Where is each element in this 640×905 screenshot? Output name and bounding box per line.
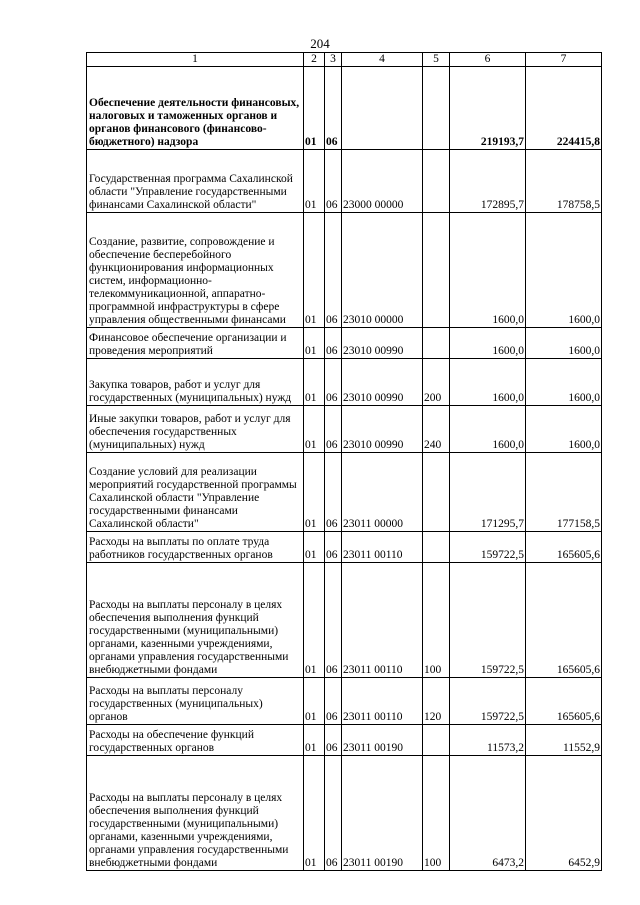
amount-year-1: 1600,0 [450, 359, 526, 406]
table-row [87, 453, 602, 532]
row-name: Закупка товаров, работ и услуг для государственных (муниципальных) нужд [87, 359, 304, 406]
header-cell: 4 [342, 53, 423, 67]
section-code: 01 [304, 359, 325, 406]
header-cell: 1 [87, 53, 304, 67]
expense-type-code [423, 453, 450, 532]
section-code: 01 [304, 67, 325, 150]
row-name: Расходы на обеспечение функций государственных органов [87, 725, 304, 756]
amount-year-1: 1600,0 [450, 328, 526, 359]
expense-type-code: 100 [423, 756, 450, 871]
amount-year-1: 1600,0 [450, 213, 526, 328]
amount-year-1: 11573,2 [450, 725, 526, 756]
amount-year-2: 1600,0 [526, 328, 602, 359]
amount-year-2: 165605,6 [526, 678, 602, 725]
table-row [87, 150, 602, 213]
amount-year-1: 172895,7 [450, 150, 526, 213]
table-row [87, 532, 602, 563]
table-row [87, 725, 602, 756]
section-code: 01 [304, 453, 325, 532]
row-name: Расходы на выплаты персоналу в целях обеспечения выполнения функций государственными (муниципальными) органами, казенными учреждениями, органами управления государственными внебюджетными фондами [87, 756, 304, 871]
table-body [87, 67, 602, 871]
expense-type-code: 120 [423, 678, 450, 725]
amount-year-2: 11552,9 [526, 725, 602, 756]
subsection-code: 06 [325, 563, 342, 678]
amount-year-2: 178758,5 [526, 150, 602, 213]
expense-type-code: 100 [423, 563, 450, 678]
row-name: Расходы на выплаты по оплате труда работников государственных органов [87, 532, 304, 563]
subsection-code: 06 [325, 453, 342, 532]
header-cell: 2 [304, 53, 325, 67]
subsection-code: 06 [325, 756, 342, 871]
amount-year-1: 6473,2 [450, 756, 526, 871]
expense-type-code [423, 67, 450, 150]
amount-year-2: 1600,0 [526, 406, 602, 453]
subsection-code: 06 [325, 67, 342, 150]
amount-year-2: 6452,9 [526, 756, 602, 871]
row-name: Создание, развитие, сопровождение и обеспечение бесперебойного функционирования информационных систем, информационно-телекоммуникационной, аппаратно-программной инфраструктуры в сфере управления общественными финансами [87, 213, 304, 328]
amount-year-1: 159722,5 [450, 563, 526, 678]
row-name: Создание условий для реализации мероприятий государственной программы Сахалинской области "Управление государственными финансами Сахалинской области" [87, 453, 304, 532]
expense-type-code [423, 150, 450, 213]
section-code: 01 [304, 725, 325, 756]
subsection-code: 06 [325, 150, 342, 213]
amount-year-2: 1600,0 [526, 213, 602, 328]
section-code: 01 [304, 563, 325, 678]
budget-table [86, 52, 602, 871]
row-name: Расходы на выплаты персоналу в целях обеспечения выполнения функций государственными (муниципальными) органами, казенными учреждениями, органами управления государственными внебюджетными фондами [87, 563, 304, 678]
table-row [87, 328, 602, 359]
table-row [87, 756, 602, 871]
expense-type-code [423, 213, 450, 328]
header-cell: 6 [450, 53, 526, 67]
amount-year-2: 177158,5 [526, 453, 602, 532]
table-row [87, 406, 602, 453]
expense-type-code: 200 [423, 359, 450, 406]
header-cell: 3 [325, 53, 342, 67]
amount-year-1: 159722,5 [450, 532, 526, 563]
amount-year-1: 219193,7 [450, 67, 526, 150]
row-name: Финансовое обеспечение организации и проведения мероприятий [87, 328, 304, 359]
target-article-code: 23010 00990 [342, 328, 423, 359]
expense-type-code [423, 532, 450, 563]
table-header-row [87, 53, 602, 67]
expense-type-code [423, 725, 450, 756]
header-cell: 5 [423, 53, 450, 67]
target-article-code: 23010 00990 [342, 406, 423, 453]
row-name: Расходы на выплаты персоналу государственных (муниципальных) органов [87, 678, 304, 725]
subsection-code: 06 [325, 406, 342, 453]
section-code: 01 [304, 756, 325, 871]
amount-year-2: 224415,8 [526, 67, 602, 150]
subsection-code: 06 [325, 678, 342, 725]
target-article-code: 23011 00110 [342, 563, 423, 678]
amount-year-2: 165605,6 [526, 563, 602, 678]
target-article-code: 23011 00190 [342, 725, 423, 756]
subsection-code: 06 [325, 359, 342, 406]
target-article-code: 23011 00190 [342, 756, 423, 871]
section-code: 01 [304, 213, 325, 328]
amount-year-2: 1600,0 [526, 359, 602, 406]
expense-type-code: 240 [423, 406, 450, 453]
header-cell: 7 [526, 53, 602, 67]
table-row [87, 563, 602, 678]
section-code: 01 [304, 406, 325, 453]
row-name: Иные закупки товаров, работ и услуг для обеспечения государственных (муниципальных) нужд [87, 406, 304, 453]
table-row [87, 359, 602, 406]
target-article-code: 23011 00000 [342, 453, 423, 532]
subsection-code: 06 [325, 328, 342, 359]
table-row [87, 213, 602, 328]
amount-year-1: 159722,5 [450, 678, 526, 725]
target-article-code [342, 67, 423, 150]
target-article-code: 23010 00000 [342, 213, 423, 328]
section-code: 01 [304, 328, 325, 359]
page-number: 204 [310, 36, 330, 51]
subsection-code: 06 [325, 725, 342, 756]
target-article-code: 23000 00000 [342, 150, 423, 213]
expense-type-code [423, 328, 450, 359]
target-article-code: 23011 00110 [342, 678, 423, 725]
amount-year-1: 171295,7 [450, 453, 526, 532]
table-row [87, 678, 602, 725]
section-code: 01 [304, 150, 325, 213]
row-name: Обеспечение деятельности финансовых, налоговых и таможенных органов и органов финансового (финансово-бюджетного) надзора [87, 67, 304, 150]
section-code: 01 [304, 678, 325, 725]
subsection-code: 06 [325, 213, 342, 328]
row-name: Государственная программа Сахалинской области "Управление государственными финансами Сахалинской области" [87, 150, 304, 213]
table-row [87, 67, 602, 150]
target-article-code: 23010 00990 [342, 359, 423, 406]
amount-year-2: 165605,6 [526, 532, 602, 563]
amount-year-1: 1600,0 [450, 406, 526, 453]
subsection-code: 06 [325, 532, 342, 563]
section-code: 01 [304, 532, 325, 563]
target-article-code: 23011 00110 [342, 532, 423, 563]
